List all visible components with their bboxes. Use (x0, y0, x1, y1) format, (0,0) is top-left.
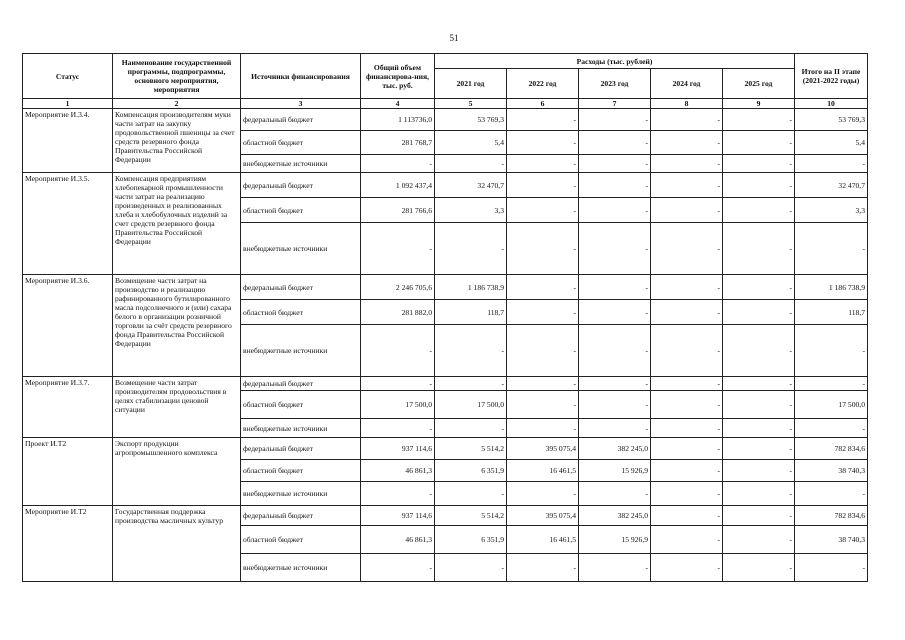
y2021-cell: 1 186 738,9 (435, 275, 507, 300)
itogo-cell: 38 740,3 (795, 526, 868, 554)
y2025-cell: - (723, 506, 795, 526)
y2021-cell: - (435, 223, 507, 275)
y2024-cell: - (651, 526, 723, 554)
source-cell: федеральный бюджет (241, 109, 361, 131)
header-year: 2022 год (507, 69, 579, 99)
source-cell: областной бюджет (241, 198, 361, 223)
column-index: 5 (435, 99, 507, 109)
name-cell: Экспорт продукции агропромышленного комплекса (113, 438, 241, 506)
y2022-cell: 395 075,4 (507, 438, 579, 460)
y2023-cell: - (579, 325, 651, 377)
source-cell: федеральный бюджет (241, 275, 361, 300)
total-cell: 2 246 705,6 (361, 275, 435, 300)
y2022-cell: - (507, 391, 579, 419)
y2025-cell: - (723, 325, 795, 377)
y2021-cell: 118,7 (435, 300, 507, 325)
name-cell: Компенсация производителям муки части затрат на закупку продовольственной пшеницы за счет средств резервного фонда Правительства Российской Федерации (113, 109, 241, 173)
y2025-cell: - (723, 391, 795, 419)
financing-table (22, 53, 868, 582)
y2024-cell: - (651, 155, 723, 173)
total-cell: - (361, 155, 435, 173)
total-cell: 281 768,7 (361, 131, 435, 155)
y2022-cell: - (507, 300, 579, 325)
source-cell: областной бюджет (241, 131, 361, 155)
itogo-cell: 32 470,7 (795, 173, 868, 198)
status-cell: Мероприятие И.3.6. (23, 275, 113, 377)
source-cell: областной бюджет (241, 300, 361, 325)
total-cell: - (361, 419, 435, 438)
total-cell: - (361, 482, 435, 506)
y2023-cell: - (579, 109, 651, 131)
column-index: 6 (507, 99, 579, 109)
y2024-cell: - (651, 482, 723, 506)
source-cell: федеральный бюджет (241, 506, 361, 526)
y2024-cell: - (651, 438, 723, 460)
y2025-cell: - (723, 173, 795, 198)
y2021-cell: 5 514,2 (435, 438, 507, 460)
name-cell: Государственная поддержка производства масличных культур (113, 506, 241, 582)
y2021-cell: 3,3 (435, 198, 507, 223)
y2021-cell: 53 769,3 (435, 109, 507, 131)
header-itogo: Итого на II этапе (2021-2022 годы) (795, 54, 868, 99)
y2023-cell: - (579, 223, 651, 275)
header-year: 2021 год (435, 69, 507, 99)
y2025-cell: - (723, 554, 795, 582)
y2022-cell: 16 461,5 (507, 526, 579, 554)
total-cell: - (361, 223, 435, 275)
y2023-cell: 15 926,9 (579, 460, 651, 482)
y2021-cell: 17 500,0 (435, 391, 507, 419)
column-index-row (23, 99, 868, 109)
total-cell: 46 861,3 (361, 526, 435, 554)
itogo-cell: - (795, 482, 868, 506)
y2025-cell: - (723, 198, 795, 223)
y2024-cell: - (651, 300, 723, 325)
y2022-cell: - (507, 275, 579, 300)
total-cell: 1 092 437,4 (361, 173, 435, 198)
y2024-cell: - (651, 377, 723, 391)
total-cell: 281 882,0 (361, 300, 435, 325)
y2023-cell: - (579, 155, 651, 173)
source-cell: федеральный бюджет (241, 377, 361, 391)
y2024-cell: - (651, 131, 723, 155)
name-cell: Возмещение части затрат на производство и реализацию рафинированного бутилированного масла подсолнечного и (или) сахара белого в организации розничной торговли за счёт средств резервного фонда Правительства Российской Федерации (113, 275, 241, 377)
y2023-cell: - (579, 275, 651, 300)
y2024-cell: - (651, 506, 723, 526)
y2025-cell: - (723, 460, 795, 482)
y2024-cell: - (651, 460, 723, 482)
y2021-cell: 5 514,2 (435, 506, 507, 526)
table-row (23, 438, 868, 460)
y2024-cell: - (651, 173, 723, 198)
status-cell: Мероприятие И.Т2 (23, 506, 113, 582)
column-index: 4 (361, 99, 435, 109)
y2023-cell: - (579, 482, 651, 506)
source-cell: областной бюджет (241, 460, 361, 482)
y2023-cell: - (579, 300, 651, 325)
header-total: Общий объем финансирова-ния, тыс. руб. (361, 54, 435, 99)
y2021-cell: - (435, 325, 507, 377)
total-cell: 1 113736,0 (361, 109, 435, 131)
page-number: 51 (449, 33, 459, 43)
total-cell: - (361, 377, 435, 391)
itogo-cell: - (795, 223, 868, 275)
y2022-cell: - (507, 109, 579, 131)
y2022-cell: - (507, 173, 579, 198)
y2022-cell: - (507, 325, 579, 377)
source-cell: внебюджетные источники (241, 419, 361, 438)
header-status: Статус (23, 54, 113, 99)
source-cell: областной бюджет (241, 391, 361, 419)
y2021-cell: - (435, 554, 507, 582)
header-expenses: Расходы (тыс. рублей) (435, 54, 795, 69)
y2023-cell: - (579, 554, 651, 582)
total-cell: 46 861,3 (361, 460, 435, 482)
y2022-cell: 16 461,5 (507, 460, 579, 482)
y2023-cell: 382 245,0 (579, 506, 651, 526)
itogo-cell: 17 500,0 (795, 391, 868, 419)
itogo-cell: - (795, 155, 868, 173)
itogo-cell: 53 769,3 (795, 109, 868, 131)
y2024-cell: - (651, 554, 723, 582)
y2021-cell: 6 351,9 (435, 526, 507, 554)
column-index: 9 (723, 99, 795, 109)
itogo-cell: - (795, 419, 868, 438)
total-cell: 281 766,6 (361, 198, 435, 223)
itogo-cell: 782 834,6 (795, 506, 868, 526)
source-cell: внебюджетные источники (241, 325, 361, 377)
total-cell: - (361, 554, 435, 582)
y2021-cell: - (435, 482, 507, 506)
y2024-cell: - (651, 198, 723, 223)
source-cell: федеральный бюджет (241, 438, 361, 460)
y2025-cell: - (723, 131, 795, 155)
name-cell: Компенсация предприятиям хлебопекарной промышленности части затрат на реализацию произведенных и реализованных хлеба и хлебобулочных изделий за счет средств резервного фонда Правительства Российской Федерации (113, 173, 241, 275)
y2024-cell: - (651, 275, 723, 300)
y2022-cell: - (507, 554, 579, 582)
column-index: 7 (579, 99, 651, 109)
header-year: 2025 год (723, 69, 795, 99)
y2025-cell: - (723, 155, 795, 173)
itogo-cell: - (795, 325, 868, 377)
y2025-cell: - (723, 300, 795, 325)
source-cell: федеральный бюджет (241, 173, 361, 198)
y2021-cell: 5,4 (435, 131, 507, 155)
y2023-cell: - (579, 377, 651, 391)
itogo-cell: - (795, 377, 868, 391)
y2025-cell: - (723, 419, 795, 438)
y2021-cell: - (435, 377, 507, 391)
y2024-cell: - (651, 223, 723, 275)
source-cell: внебюджетные источники (241, 482, 361, 506)
source-cell: внебюджетные источники (241, 223, 361, 275)
itogo-cell: 782 834,6 (795, 438, 868, 460)
y2024-cell: - (651, 109, 723, 131)
table-row (23, 109, 868, 131)
y2022-cell: - (507, 131, 579, 155)
y2023-cell: 15 926,9 (579, 526, 651, 554)
source-cell: внебюджетные источники (241, 155, 361, 173)
header-year: 2023 год (579, 69, 651, 99)
status-cell: Проект И.Т2 (23, 438, 113, 506)
itogo-cell: 38 740,3 (795, 460, 868, 482)
header-source: Источники финансирования (241, 54, 361, 99)
y2025-cell: - (723, 223, 795, 275)
column-index: 1 (23, 99, 113, 109)
y2025-cell: - (723, 482, 795, 506)
status-cell: Мероприятие И.3.5. (23, 173, 113, 275)
y2023-cell: - (579, 419, 651, 438)
y2022-cell: - (507, 377, 579, 391)
y2023-cell: - (579, 173, 651, 198)
y2025-cell: - (723, 109, 795, 131)
table-row (23, 275, 868, 300)
total-cell: 937 114,6 (361, 506, 435, 526)
status-cell: Мероприятие И.3.4. (23, 109, 113, 173)
itogo-cell: 3,3 (795, 198, 868, 223)
column-index: 10 (795, 99, 868, 109)
y2022-cell: - (507, 198, 579, 223)
source-cell: областной бюджет (241, 526, 361, 554)
y2023-cell: - (579, 391, 651, 419)
table-row (23, 173, 868, 198)
y2022-cell: 395 075,4 (507, 506, 579, 526)
y2024-cell: - (651, 325, 723, 377)
y2021-cell: - (435, 419, 507, 438)
table-row (23, 377, 868, 391)
total-cell: 17 500,0 (361, 391, 435, 419)
y2022-cell: - (507, 482, 579, 506)
header-year: 2024 год (651, 69, 723, 99)
y2022-cell: - (507, 155, 579, 173)
source-cell: внебюджетные источники (241, 554, 361, 582)
y2025-cell: - (723, 438, 795, 460)
table-row (23, 506, 868, 526)
y2023-cell: - (579, 131, 651, 155)
y2023-cell: 382 245,0 (579, 438, 651, 460)
y2021-cell: 32 470,7 (435, 173, 507, 198)
column-index: 3 (241, 99, 361, 109)
y2025-cell: - (723, 377, 795, 391)
y2024-cell: - (651, 419, 723, 438)
itogo-cell: - (795, 554, 868, 582)
itogo-cell: 1 186 738,9 (795, 275, 868, 300)
name-cell: Возмещение части затрат производителям продовольствия в целях стабилизации ценовой ситуации (113, 377, 241, 438)
column-index: 2 (113, 99, 241, 109)
column-index: 8 (651, 99, 723, 109)
total-cell: - (361, 325, 435, 377)
y2025-cell: - (723, 526, 795, 554)
y2022-cell: - (507, 419, 579, 438)
y2021-cell: 6 351,9 (435, 460, 507, 482)
y2023-cell: - (579, 198, 651, 223)
header-name: Наименование государственной программы, подпрограммы, основного мероприятия, мероприятия (113, 54, 241, 99)
y2025-cell: - (723, 275, 795, 300)
y2021-cell: - (435, 155, 507, 173)
itogo-cell: 5,4 (795, 131, 868, 155)
y2024-cell: - (651, 391, 723, 419)
y2022-cell: - (507, 223, 579, 275)
status-cell: Мероприятие И.3.7. (23, 377, 113, 438)
total-cell: 937 114,6 (361, 438, 435, 460)
itogo-cell: 118,7 (795, 300, 868, 325)
table-body (23, 109, 868, 582)
